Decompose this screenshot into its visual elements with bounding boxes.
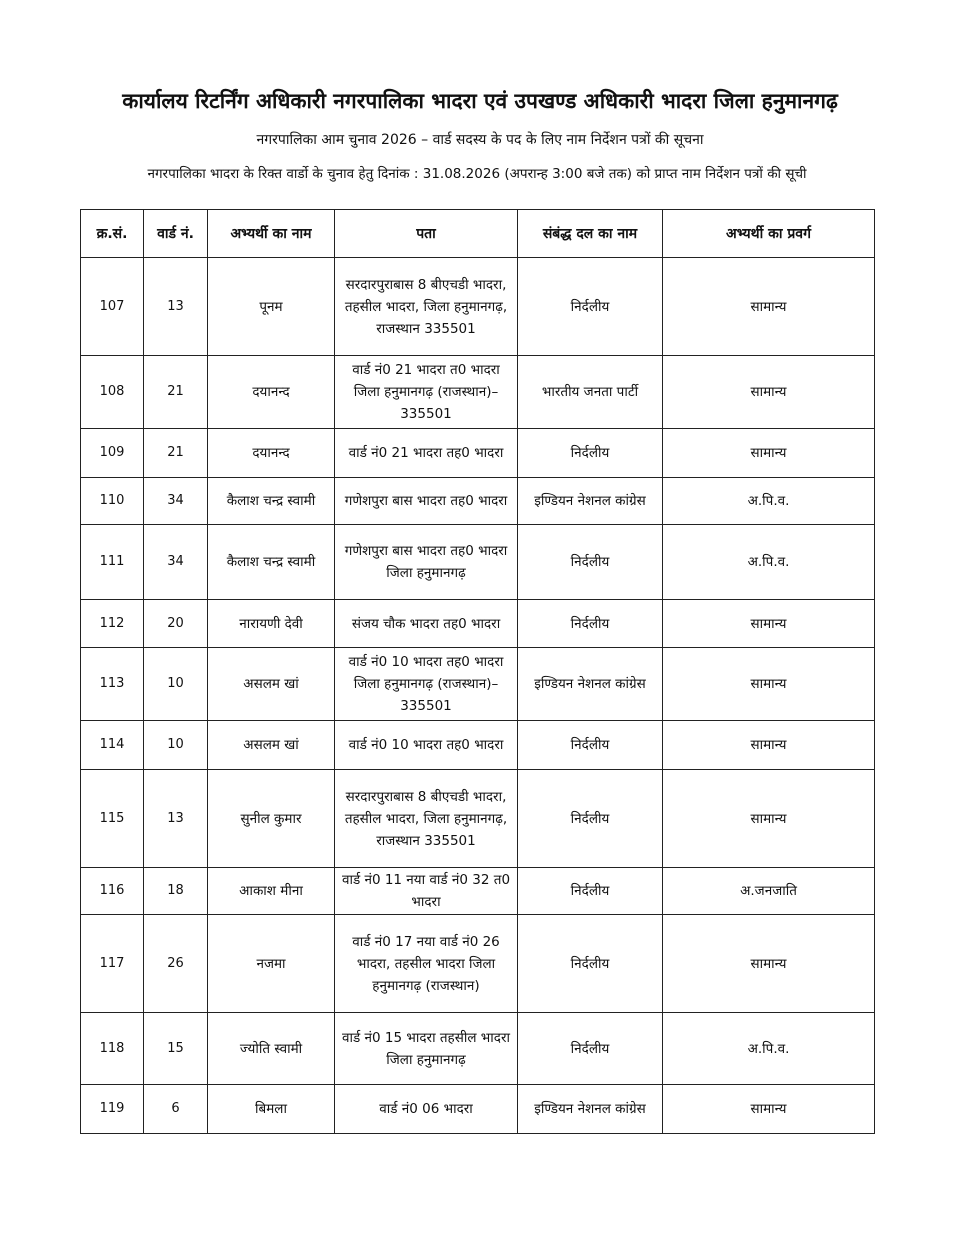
cell-candidate-name: दयानन्द bbox=[208, 356, 335, 429]
cell-candidate-name: कैलाश चन्द्र स्वामी bbox=[208, 525, 335, 600]
column-header-party: संबंद्ध दल का नाम bbox=[518, 210, 663, 258]
cell-party: निर्दलीय bbox=[518, 429, 663, 478]
cell-category: सामान्य bbox=[663, 915, 875, 1013]
cell-serial: 111 bbox=[81, 525, 144, 600]
cell-candidate-name: कैलाश चन्द्र स्वामी bbox=[208, 478, 335, 525]
cell-serial: 114 bbox=[81, 721, 144, 770]
table-row bbox=[81, 915, 875, 1013]
column-header-ward: वार्ड नं. bbox=[144, 210, 208, 258]
cell-ward: 6 bbox=[144, 1085, 208, 1134]
cell-address: वार्ड नं0 15 भादरा तहसील भादरा जिला हनुमानगढ़ bbox=[335, 1013, 518, 1085]
cell-ward: 21 bbox=[144, 356, 208, 429]
table-row bbox=[81, 478, 875, 525]
cell-category: अ.पि.व. bbox=[663, 525, 875, 600]
cell-party: निर्दलीय bbox=[518, 868, 663, 915]
cell-serial: 110 bbox=[81, 478, 144, 525]
table-row bbox=[81, 770, 875, 868]
cell-candidate-name: असलम खां bbox=[208, 648, 335, 721]
cell-category: अ.पि.व. bbox=[663, 1013, 875, 1085]
cell-candidate-name: नजमा bbox=[208, 915, 335, 1013]
cell-serial: 115 bbox=[81, 770, 144, 868]
cell-serial: 119 bbox=[81, 1085, 144, 1134]
cell-candidate-name: असलम खां bbox=[208, 721, 335, 770]
table-row bbox=[81, 1013, 875, 1085]
cell-ward: 21 bbox=[144, 429, 208, 478]
cell-party: इण्डियन नेशनल कांग्रेस bbox=[518, 1085, 663, 1134]
cell-serial: 118 bbox=[81, 1013, 144, 1085]
cell-address: वार्ड नं0 10 भादरा तह0 भादरा bbox=[335, 721, 518, 770]
cell-address: सरदारपुराबास 8 बीएचडी भादरा, तहसील भादरा, जिला हनुमानगढ़, राजस्थान 335501 bbox=[335, 258, 518, 356]
cell-address: संजय चौक भादरा तह0 भादरा bbox=[335, 600, 518, 648]
cell-candidate-name: दयानन्द bbox=[208, 429, 335, 478]
table-row bbox=[81, 525, 875, 600]
cell-ward: 15 bbox=[144, 1013, 208, 1085]
cell-ward: 13 bbox=[144, 258, 208, 356]
table-row bbox=[81, 721, 875, 770]
cell-category: सामान्य bbox=[663, 600, 875, 648]
cell-category: सामान्य bbox=[663, 770, 875, 868]
column-header-serial: क्र.सं. bbox=[81, 210, 144, 258]
column-header-candidate-name: अभ्यर्थी का नाम bbox=[208, 210, 335, 258]
table-row bbox=[81, 648, 875, 721]
table-row bbox=[81, 429, 875, 478]
cell-party: निर्दलीय bbox=[518, 258, 663, 356]
cell-candidate-name: आकाश मीना bbox=[208, 868, 335, 915]
cell-category: सामान्य bbox=[663, 429, 875, 478]
cell-candidate-name: बिमला bbox=[208, 1085, 335, 1134]
cell-category: सामान्य bbox=[663, 1085, 875, 1134]
cell-serial: 116 bbox=[81, 868, 144, 915]
cell-ward: 34 bbox=[144, 478, 208, 525]
table-row bbox=[81, 356, 875, 429]
cell-serial: 117 bbox=[81, 915, 144, 1013]
cell-category: अ.जनजाति bbox=[663, 868, 875, 915]
cell-address: वार्ड नं0 10 भादरा तह0 भादरा जिला हनुमानगढ़ (राजस्थान)–335501 bbox=[335, 648, 518, 721]
cell-category: अ.पि.व. bbox=[663, 478, 875, 525]
cell-party: इण्डियन नेशनल कांग्रेस bbox=[518, 648, 663, 721]
cell-serial: 112 bbox=[81, 600, 144, 648]
cell-serial: 108 bbox=[81, 356, 144, 429]
cell-candidate-name: पूनम bbox=[208, 258, 335, 356]
cell-category: सामान्य bbox=[663, 648, 875, 721]
cell-address: वार्ड नं0 06 भादरा bbox=[335, 1085, 518, 1134]
column-header-category: अभ्यर्थी का प्रवर्ग bbox=[663, 210, 875, 258]
cell-category: सामान्य bbox=[663, 356, 875, 429]
cell-party: निर्दलीय bbox=[518, 1013, 663, 1085]
document-title: कार्यालय रिटर्निंग अधिकारी नगरपालिका भादरा एवं उपखण्ड अधिकारी भादरा जिला हनुमानगढ़ bbox=[122, 89, 838, 113]
cell-party: भारतीय जनता पार्टी bbox=[518, 356, 663, 429]
table-row bbox=[81, 868, 875, 915]
document-intro: नगरपालिका भादरा के रिक्त वार्डो के चुनाव हेतु दिनांक : 31.08.2026 (अपरान्ह 3:00 बजे तक) को प्राप्त नाम निर्देशन पत्रों की सूची bbox=[147, 166, 807, 182]
cell-party: निर्दलीय bbox=[518, 600, 663, 648]
cell-party: निर्दलीय bbox=[518, 915, 663, 1013]
document-subtitle: नगरपालिका आम चुनाव 2026 – वार्ड सदस्य के पद के लिए नाम निर्देशन पत्रों की सूचना bbox=[256, 132, 704, 148]
cell-address: सरदारपुराबास 8 बीएचडी भादरा, तहसील भादरा, जिला हनुमानगढ़, राजस्थान 335501 bbox=[335, 770, 518, 868]
table-row bbox=[81, 1085, 875, 1134]
cell-address: गणेशपुरा बास भादरा तह0 भादरा जिला हनुमानगढ़ bbox=[335, 525, 518, 600]
cell-ward: 26 bbox=[144, 915, 208, 1013]
cell-address: वार्ड नं0 21 भादरा तह0 भादरा bbox=[335, 429, 518, 478]
cell-address: गणेशपुरा बास भादरा तह0 भादरा bbox=[335, 478, 518, 525]
cell-serial: 109 bbox=[81, 429, 144, 478]
cell-address: वार्ड नं0 11 नया वार्ड नं0 32 त0 भादरा bbox=[335, 868, 518, 915]
cell-party: निर्दलीय bbox=[518, 525, 663, 600]
table-row bbox=[81, 600, 875, 648]
cell-address: वार्ड नं0 17 नया वार्ड नं0 26 भादरा, तहसील भादरा जिला हनुमानगढ़ (राजस्थान) bbox=[335, 915, 518, 1013]
table-header-row bbox=[81, 210, 875, 258]
cell-category: सामान्य bbox=[663, 721, 875, 770]
cell-candidate-name: ज्योति स्वामी bbox=[208, 1013, 335, 1085]
cell-ward: 13 bbox=[144, 770, 208, 868]
cell-address: वार्ड नं0 21 भादरा त0 भादरा जिला हनुमानगढ़ (राजस्थान)–335501 bbox=[335, 356, 518, 429]
cell-ward: 18 bbox=[144, 868, 208, 915]
cell-ward: 10 bbox=[144, 721, 208, 770]
column-header-address: पता bbox=[335, 210, 518, 258]
cell-party: निर्दलीय bbox=[518, 721, 663, 770]
cell-candidate-name: नारायणी देवी bbox=[208, 600, 335, 648]
cell-ward: 34 bbox=[144, 525, 208, 600]
cell-candidate-name: सुनील कुमार bbox=[208, 770, 335, 868]
cell-serial: 113 bbox=[81, 648, 144, 721]
nomination-table bbox=[80, 209, 875, 1134]
cell-ward: 10 bbox=[144, 648, 208, 721]
cell-category: सामान्य bbox=[663, 258, 875, 356]
cell-party: इण्डियन नेशनल कांग्रेस bbox=[518, 478, 663, 525]
cell-serial: 107 bbox=[81, 258, 144, 356]
cell-party: निर्दलीय bbox=[518, 770, 663, 868]
table-row bbox=[81, 258, 875, 356]
cell-ward: 20 bbox=[144, 600, 208, 648]
